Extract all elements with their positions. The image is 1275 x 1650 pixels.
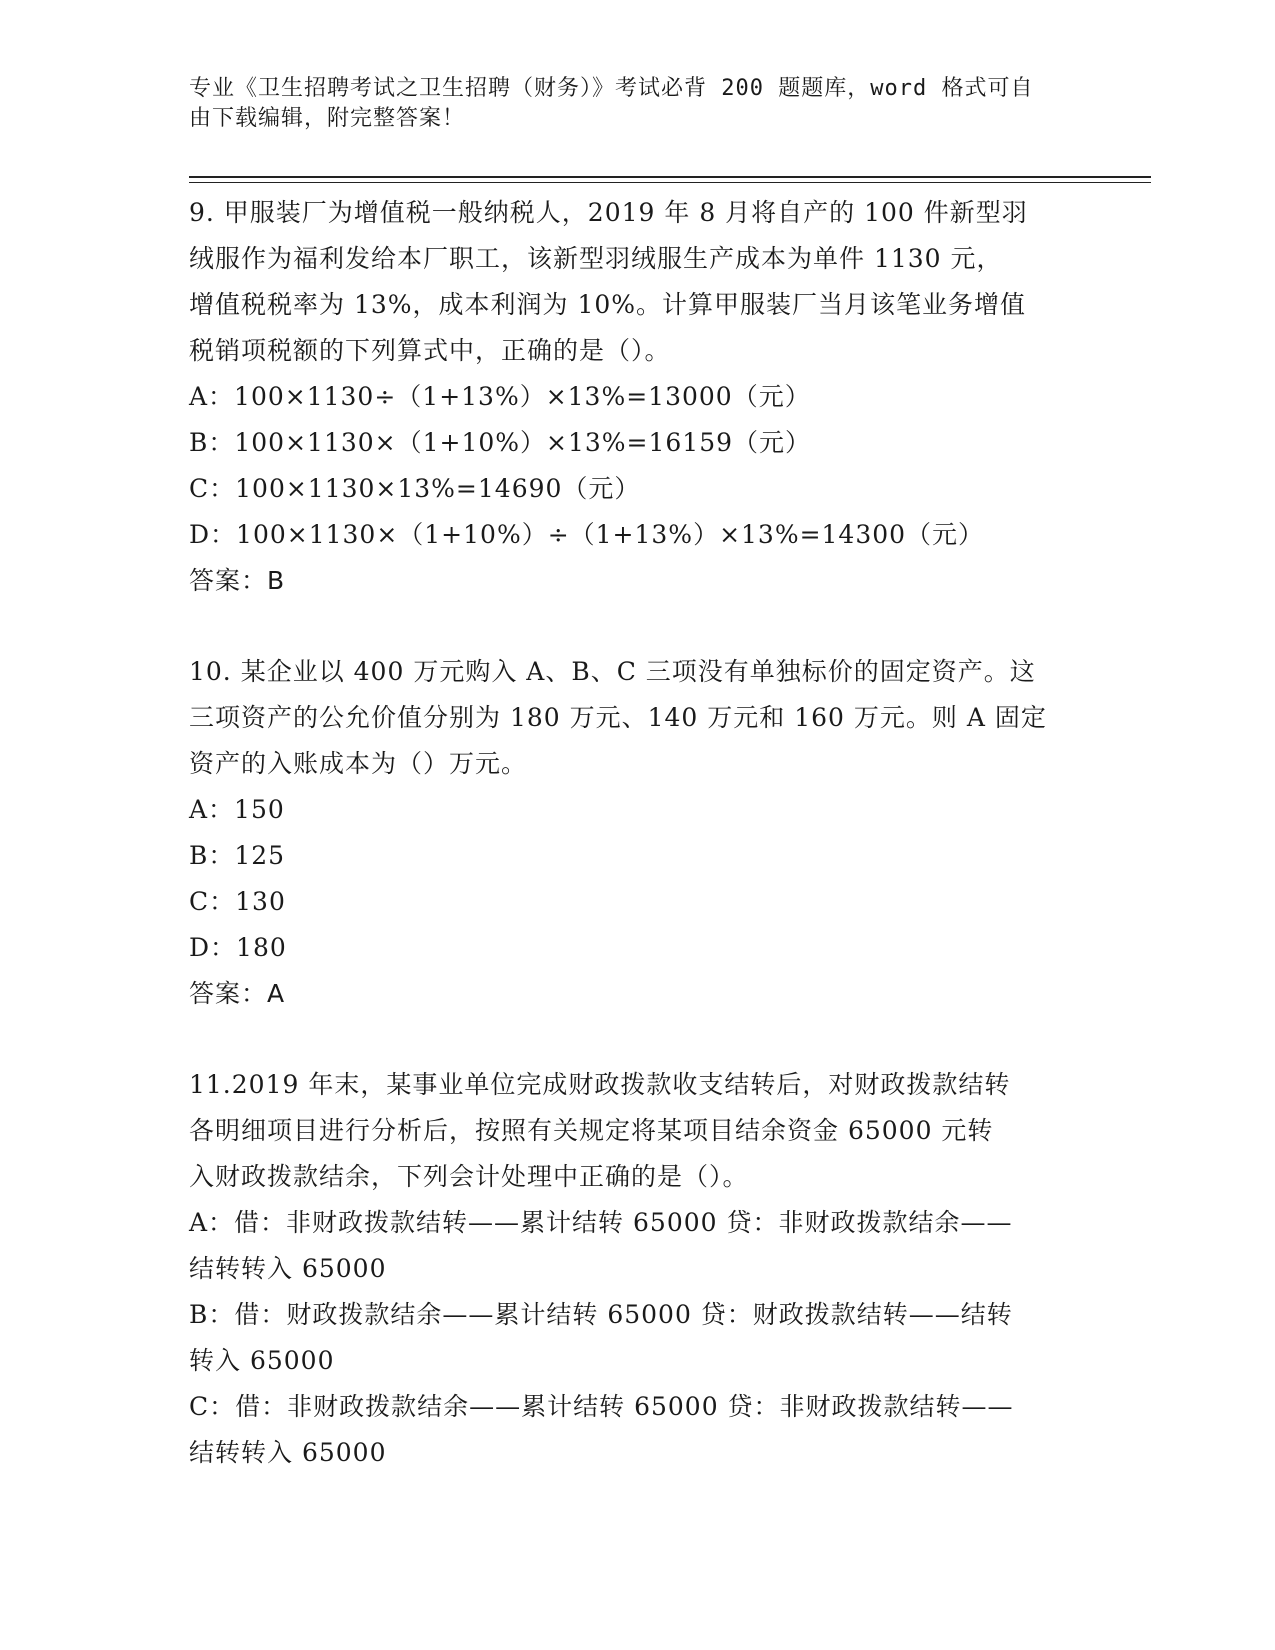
option-a: A：150 (189, 795, 285, 824)
stem-line: 11.2019 年末，某事业单位完成财政拨款收支结转后，对财政拨款结转 (189, 1070, 1011, 1099)
question-11 (189, 1062, 1089, 1476)
option-d: D：180 (189, 933, 287, 962)
option-c: C：100×1130×13%=14690（元） (189, 474, 641, 503)
question-9 (189, 190, 1089, 604)
header-divider-thin (189, 182, 1151, 183)
stem-line: 入财政拨款结余，下列会计处理中正确的是（）。 (189, 1162, 749, 1191)
stem-line: 9. 甲服装厂为增值税一般纳税人，2019 年 8 月将自产的 100 件新型羽 (189, 198, 1028, 227)
stem-line: 10. 某企业以 400 万元购入 A、B、C 三项没有单独标价的固定资产。这 (189, 657, 1036, 686)
option-a (189, 1200, 1089, 1292)
question-stem (189, 190, 1089, 374)
stem-line: 增值税税率为 13%，成本利润为 10%。计算甲服装厂当月该笔业务增值 (189, 290, 1027, 319)
option-a: A：100×1130÷（1+13%）×13%=13000（元） (189, 382, 811, 411)
option-c (189, 1384, 1089, 1476)
option-line: 结转转入 65000 (189, 1438, 387, 1467)
option-c: C：130 (189, 887, 286, 916)
stem-line: 绒服作为福利发给本厂职工，该新型羽绒服生产成本为单件 1130 元， (189, 244, 1003, 273)
question-list (189, 190, 1089, 1476)
header-divider-thick (189, 176, 1151, 178)
stem-line: 税销项税额的下列算式中，正确的是（）。 (189, 336, 671, 365)
question-spacer (189, 1017, 1089, 1062)
document-header (189, 74, 1069, 134)
question-stem (189, 649, 1089, 787)
option-line: 转入 65000 (189, 1346, 335, 1375)
question-10 (189, 649, 1089, 1017)
option-b: B：100×1130×（1+10%）×13%=16159（元） (189, 428, 812, 457)
stem-line: 各明细项目进行分析后，按照有关规定将某项目结余资金 65000 元转 (189, 1116, 994, 1145)
stem-line: 三项资产的公允价值分别为 180 万元、140 万元和 160 万元。则 A 固定 (189, 703, 1047, 732)
option-b (189, 1292, 1089, 1384)
question-stem (189, 1062, 1089, 1200)
option-line: A：借：非财政拨款结转——累计结转 65000 贷：非财政拨款结余—— (189, 1208, 1013, 1237)
header-line-1: 专业《卫生招聘考试之卫生招聘（财务）》考试必背 200 题题库，word 格式可自 (189, 76, 1034, 101)
option-line: B：借：财政拨款结余——累计结转 65000 贷：财政拨款结转——结转 (189, 1300, 1013, 1329)
option-d: D：100×1130×（1+10%）÷（1+13%）×13%=14300（元） (189, 520, 985, 549)
question-spacer (189, 604, 1089, 649)
option-b: B：125 (189, 841, 286, 870)
stem-line: 资产的入账成本为（）万元。 (189, 749, 528, 778)
answer-line: 答案：A (189, 979, 286, 1008)
option-line: C：借：非财政拨款结余——累计结转 65000 贷：非财政拨款结转—— (189, 1392, 1014, 1421)
option-line: 结转转入 65000 (189, 1254, 387, 1283)
answer-line: 答案：B (189, 566, 286, 595)
header-line-2: 由下载编辑，附完整答案！ (189, 106, 466, 131)
